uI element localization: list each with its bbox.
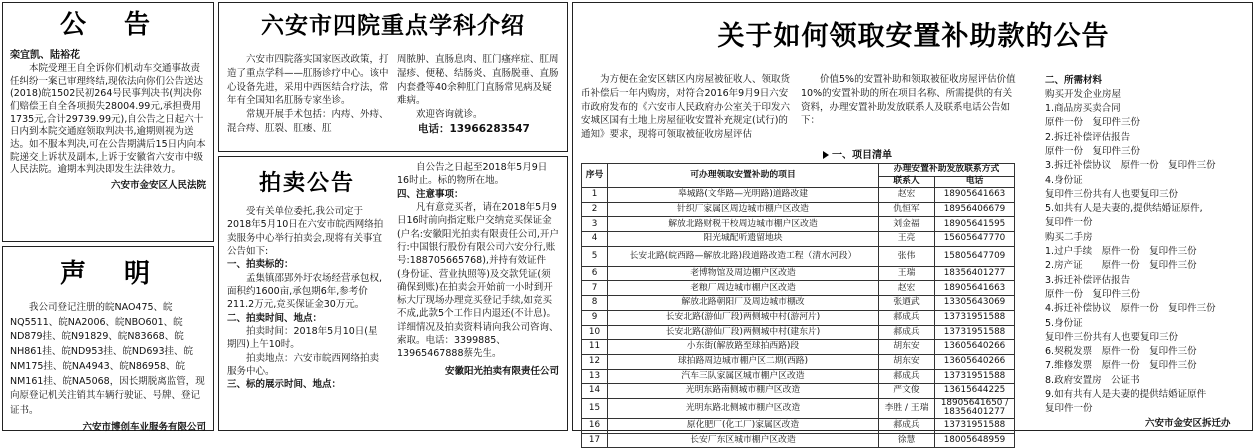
project-list-heading [823,149,892,163]
cell-project: 解放北路财税干校周边城市棚户区改造 [608,217,879,232]
col-header-phone: 电话 [935,177,1015,188]
cell-person: 郝成兵 [879,369,935,384]
court-notice-body: 本院受理王自全诉你们机动车交通事故责任纠纷一案已审理终结,现依法向你们公告送达(2018)皖1502民初264号民事判决书(判决你们赔偿王自全各项损失28004.99元,承担费用1735元,合计29739.99元),自公告之日起六十日内到本院交通庭领取判决书,逾期则视为送达。如不服本判决,可在公告期满后15日内向本院递交上诉状及副本,上诉于安徽省六安市中级人民法院。逾期本判决即发生法律效力。 [10,63,206,176]
material-item: 2.拆迁补偿评估报告 [1045,131,1131,143]
table-row [582,433,1015,448]
cell-no: 10 [582,325,608,340]
hospital-phone-number: 13966283547 [449,122,530,135]
statement-title: 声 明 [59,259,156,289]
auction-title: 拍卖公告 [258,170,355,196]
cell-no: 17 [582,433,608,448]
material-item: 复印件一份 [1045,403,1093,415]
compensation-intro-cont: 价值5%的安置补助和领取被征收房屋评估价值10%的安置补助的所在项目名称、所需提供的有关资料，办理安置补助发放联系人及联系电话公告如下： [801,74,1016,127]
cell-person: 郝成兵 [879,325,935,340]
cell-phone: 13731951588 [935,418,1015,433]
cell-phone: 13731951588 [935,325,1015,340]
cell-phone: 18956406679 [935,202,1015,217]
table-row [582,354,1015,369]
material-item: 3.拆迁补偿协议 原件一份 复印件三份 [1045,160,1216,172]
cell-project: 老博物馆及周边棚户区改造 [608,266,879,281]
compensation-intro: 为方便在金安区辖区内房屋被征收人、领取货币补偿后一年内购房，对符合2016年9月9日六安市政府发布的《六安市人民政府办公室关于印发六安城区国有土地上房屋征收安置补充规定(试行)的通知》要求，现将可领取被征收房屋评估 [581,74,791,141]
cell-project: 阳光城配听遗留地块 [608,232,879,247]
cell-no: 9 [582,310,608,325]
cell-phone: 18356401277 [935,266,1015,281]
material-item: 8.政府安置房 公证书 [1045,374,1140,386]
table-row [582,325,1015,340]
compensation-notice [572,2,1253,445]
cell-project: 光明东路南侧城市棚户区改造 [608,384,879,399]
material-item: 9.如有共有人是夫妻的提供结婚证原件 [1045,389,1207,401]
material-item: 复印件一份 [1045,217,1093,229]
table-row [582,296,1015,311]
material-item: 3.拆迁补偿评估报告 [1045,274,1131,286]
cell-phone: 13605640266 [935,340,1015,355]
cell-phone: 15605647770 [935,232,1015,247]
cell-project: 球拍路周边城市棚户区二期(西路) [608,354,879,369]
table-row [582,217,1015,232]
vehicle-statement [2,246,214,431]
cell-person: 张伟 [879,246,935,266]
cell-person: 王亮 [879,232,935,247]
cell-phone: 13731951588 [935,310,1015,325]
auction-time-heading: 二、拍卖时间、地点： [227,312,323,324]
cell-project: 皋城路(文华路—光明路)道路改建 [608,188,879,203]
auction-notice [218,156,568,431]
cell-no: 4 [582,232,608,247]
cell-no: 2 [582,202,608,217]
cell-person: 王瑞 [879,266,935,281]
section-marker-icon [823,151,829,159]
cell-person: 胡东安 [879,354,935,369]
cell-person: 李胜 / 王瑞 [879,398,935,418]
cell-project: 小东街(解放路至球拍西路)段 [608,340,879,355]
table-row [582,310,1015,325]
project-list-heading-text: 一、项目清单 [832,150,892,161]
material-item: 原件一份 复印件三份 [1045,146,1141,157]
cell-no: 7 [582,281,608,296]
table-row [582,281,1015,296]
material-item: 原件一份 复印件三份 [1045,117,1141,129]
hospital-surgeries: 常规开展手术包括：内痔、外痔、混合痔、肛裂、肛瘘、肛 [227,109,389,134]
cell-no: 1 [582,188,608,203]
materials-list [1045,88,1245,417]
statement-signer: 六安市博创车业服务有限公司 [82,421,206,433]
col-header-project: 可办理领取安置补助的项目 [608,164,879,188]
court-notice [2,2,214,242]
cell-person: 郝成兵 [879,418,935,433]
col-header-contact: 办理安置补助发放联系方式 [879,164,1015,177]
cell-project: 长安北路(皖西路—解放北路)段道路改造工程（清水河段） [608,246,879,266]
material-item: 5.身份证 [1045,317,1083,329]
court-notice-recipients: 栾宜凯、陆裕花 [10,50,80,61]
cell-no: 16 [582,418,608,433]
auction-intro: 受有关单位委托,我公司定于2018年5月10日在六安市皖西网络拍卖服务中心举行拍卖会,现将有关事宜公告如下: [227,206,384,257]
cell-no: 8 [582,296,608,311]
cell-no: 11 [582,340,608,355]
cell-person: 赵宏 [879,281,935,296]
material-item: 1.商品房买卖合同 [1045,103,1121,115]
auction-place: 拍卖地点：六安市皖西网络拍卖服务中心。 [227,352,380,377]
material-item: 4.身份证 [1045,174,1083,186]
cell-person: 刘金福 [879,217,935,232]
hospital-welcome: 欢迎咨询就诊。 [416,109,483,121]
cell-no: 14 [582,384,608,399]
materials-heading: 二、所需材料 [1045,75,1103,86]
hospital-phone [397,122,559,137]
auction-signer: 安徽阳光拍卖有限责任公司 [444,365,559,377]
auction-time: 拍卖时间：2018年5月10日(星期四)上午10时。 [227,326,378,351]
col-header-no: 序号 [582,164,608,188]
auction-display-heading: 三、标的展示时间、地点： [227,379,342,391]
cell-project: 长安北路(游仙厂段)两侧城中村(游河片) [608,310,879,325]
auction-notes: 凡有意竞买者，请在2018年5月9日16时前向指定账户交纳竞买保证金(户名:安徽阳光拍卖有限责任公司,开户行:中国银行股份有限公司六安分行,账号:188705665768),并持有效证件(身份证、营业执照等)及交款凭证(须确保到账)在拍卖会开始前一小时到开标大厅现场办理竞买登记手续,如竞买不成,此款5个工作日内退还(不计息)。详细情况及拍卖资料请向我公司咨询、索取。电话：3399885、13965467888蔡先生。 [397,202,559,360]
hospital-title: 六安市四院重点学科介绍 [261,12,525,39]
table-row [582,266,1015,281]
cell-phone: 18005648959 [935,433,1015,448]
cell-phone: 18905641663 [935,188,1015,203]
cell-person: 胡东安 [879,340,935,355]
auction-item-heading: 一、拍卖标的： [227,259,294,271]
table-row [582,232,1015,247]
court-notice-signer: 六安市金安区人民法院 [110,179,206,191]
auction-display: 自公告之日起至2018年5月9日16时止。标的物所在地。 [397,162,548,187]
cell-project: 汽车三队家属区城市棚户区改造 [608,369,879,384]
cell-project: 光明东路北侧城市棚户区改造 [608,398,879,418]
cell-person: 张迺武 [879,296,935,311]
material-item: 购买开发企业房屋 [1045,88,1122,100]
cell-phone: 18905641663 [935,281,1015,296]
project-table [581,163,1015,448]
cell-no: 5 [582,246,608,266]
table-row [582,246,1015,266]
hospital-intro: 六安市四院落实国家医改政策，打造了重点学科——肛肠诊疗中心。该中心设备先进，采用中西医结合疗法，常年有全国知名肛肠专家坐诊。 [227,54,389,107]
cell-phone: 13731951588 [935,369,1015,384]
cell-phone: 13605640266 [935,354,1015,369]
table-row [582,418,1015,433]
material-item: 原件一份 复印件三份 [1045,288,1141,300]
material-item: 2.房产证 原件一份 复印件三份 [1045,260,1197,272]
statement-body: 我公司登记注册的皖NAO475、皖NQ5511、皖NA2006、皖NBO601、皖ND879挂、皖N91829、皖N83668、皖NH861挂、皖ND953挂、皖ND693挂、皖NM175挂、皖NA4943、皖N86958、皖NM161挂、皖NA5068，因长期脱离监管，现向原登记机关注销其车辆行驶证、号牌、登记证书。 [10,302,205,417]
material-item: 7.维修发票 原件一份 复印件三份 [1045,360,1197,372]
cell-no: 15 [582,398,608,418]
compensation-title: 关于如何领取安置补助款的公告 [717,21,1110,52]
cell-phone: 13615644225 [935,384,1015,399]
material-item: 复印件三份共有人也要复印三份 [1045,331,1179,343]
auction-item: 孟集镇邵郢外圩农场经营承包权,面积约1600亩,承包期6年,参考价211.2万元,竞买保证金30万元。 [227,272,383,311]
col-header-person: 联系人 [879,177,935,188]
cell-no: 12 [582,354,608,369]
compensation-signer: 六安市金安区拆迁办 [1145,418,1231,429]
cell-project: 针织厂家属区周边城市棚户区改造 [608,202,879,217]
cell-phone: 18905641650 / 18356401277 [935,398,1015,418]
cell-project: 原化肥厂(化工厂)家属区改造 [608,418,879,433]
material-item: 购买二手房 [1045,231,1093,243]
cell-project: 长安厂东区城市棚户区改造 [608,433,879,448]
cell-person: 徐慧 [879,433,935,448]
cell-no: 13 [582,369,608,384]
cell-person: 仇恒军 [879,202,935,217]
table-row [582,369,1015,384]
hospital-conditions: 周脓肿、直肠息肉、肛门瘙痒症、肛周湿疹、便秘、结肠炎、直肠脱垂、直肠内套叠等40余种肛门直肠常见病及疑难病。 [397,54,559,107]
cell-project: 长安北路(游仙厂段)两侧城中村(建东片) [608,325,879,340]
cell-person: 严文俊 [879,384,935,399]
cell-no: 3 [582,217,608,232]
table-row [582,398,1015,418]
table-row [582,340,1015,355]
table-row [582,384,1015,399]
material-item: 5.如共有人是夫妻的,提供结婚证原件, [1045,203,1203,215]
cell-project: 老粮厂周边城市棚户区改造 [608,281,879,296]
cell-phone: 18905641595 [935,217,1015,232]
material-item: 复印件三份共有人也要复印三份 [1045,188,1179,200]
cell-project: 解放北路朝阳厂及周边城市棚改 [608,296,879,311]
table-row [582,188,1015,203]
hospital-ad [218,2,568,152]
cell-phone: 15805647709 [935,246,1015,266]
material-item: 1.过户手续 原件一份 复印件三份 [1045,246,1197,258]
cell-person: 赵宏 [879,188,935,203]
material-item: 4.拆迁补偿协议 原件一份 复印件三份 [1045,303,1216,315]
cell-phone: 13305643069 [935,296,1015,311]
cell-person: 郝成兵 [879,310,935,325]
auction-notes-heading: 四、注意事项： [397,188,464,200]
hospital-phone-label: 电话： [418,122,450,135]
cell-no: 6 [582,266,608,281]
court-notice-title: 公 告 [59,10,156,40]
table-row [582,202,1015,217]
material-item: 6.契税发票 原件一份 复印件三份 [1045,346,1197,358]
